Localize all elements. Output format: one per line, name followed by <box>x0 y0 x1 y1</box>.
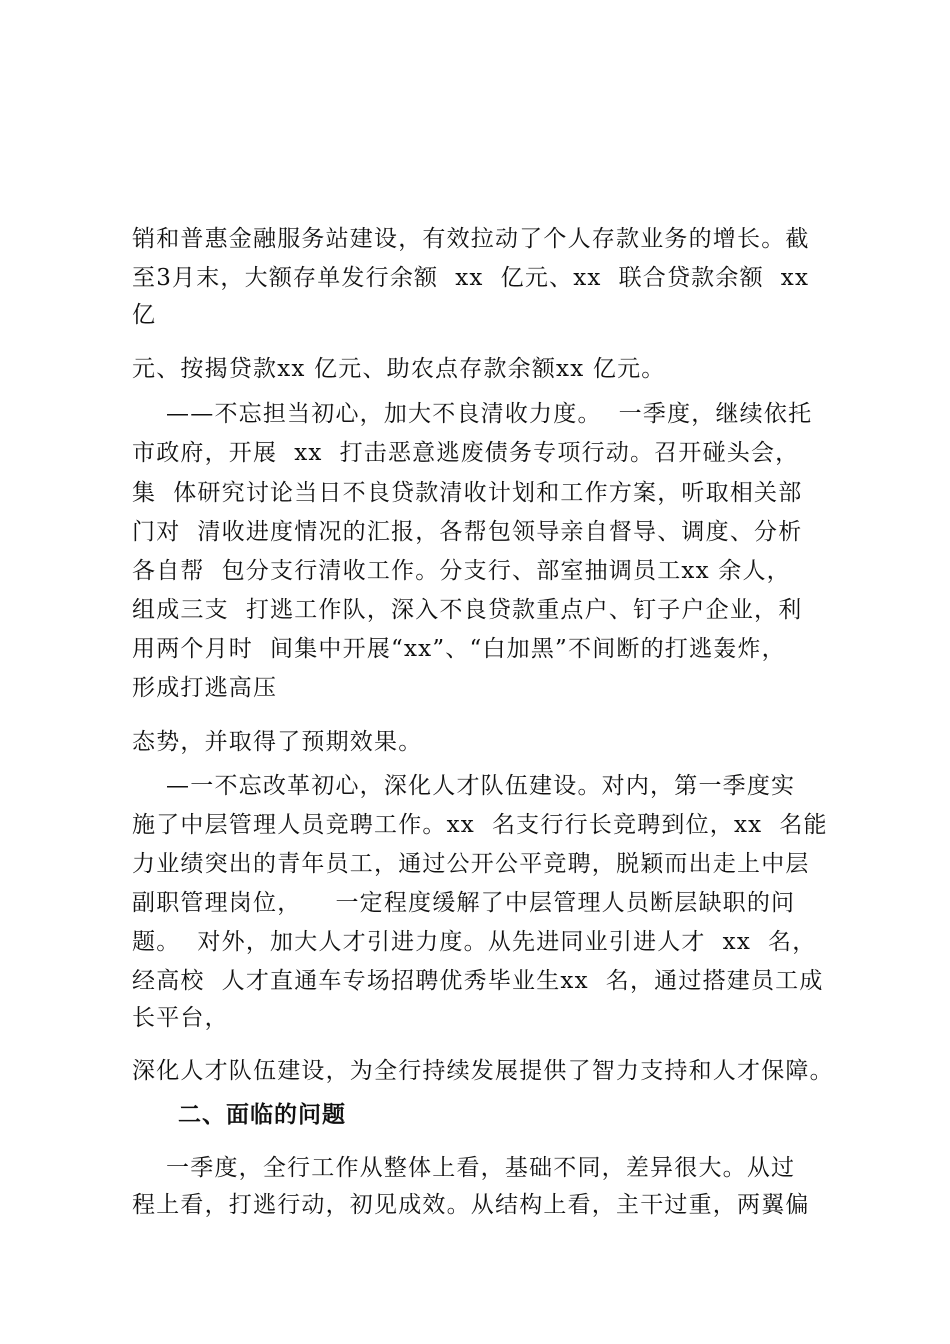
body-line: ——不忘担当初心，加大不良清收力度。 一季度，继续依托 <box>132 401 813 427</box>
body-line: 题。 对外，加大人才引进力度。从先进同业引进人才 xx 名， <box>132 929 817 955</box>
section-heading: 二、面临的问题 <box>178 1102 346 1128</box>
body-line: 至3月末，大额存单发行余额 xx 亿元、xx 联合贷款余额 xx <box>132 265 810 291</box>
body-line: 各自帮 包分支行清收工作。分支行、部室抽调员工xx 余人， <box>132 558 791 584</box>
body-line: 深化人才队伍建设，为全行持续发展提供了智力支持和人才保障。 <box>132 1058 834 1084</box>
body-line: 亿 <box>132 302 157 328</box>
body-line: 长平台， <box>132 1005 229 1031</box>
body-line: 元、按揭贷款xx 亿元、助农点存款余额xx 亿元。 <box>132 356 666 382</box>
body-line: 用两个月时 间集中开展“xx”、“白加黑”不间断的打逃轰炸， <box>132 636 786 662</box>
body-line: 组成三支 打逃工作队，深入不良贷款重点户、钉子户企业，利 <box>132 597 803 623</box>
body-line: 一季度，全行工作从整体上看，基础不同，差异很大。从过 <box>132 1155 796 1181</box>
body-line: 程上看，打逃行动，初见成效。从结构上看，主干过重，两翼偏 <box>132 1192 810 1218</box>
body-line: 集 体研究讨论当日不良贷款清收计划和工作方案，听取相关部 <box>132 480 803 506</box>
body-line: —一不忘改革初心，深化人才队伍建设。对内，第一季度实 <box>132 773 796 799</box>
body-line: 施了中层管理人员竞聘工作。xx 名支行行长竞聘到位，xx 名能 <box>132 812 828 838</box>
body-line: 经高校 人才直通车专场招聘优秀毕业生xx 名，通过搭建员工成 <box>132 968 824 994</box>
body-line: 销和普惠金融服务站建设，有效拉动了个人存款业务的增长。截 <box>132 226 810 252</box>
body-line: 副职管理岗位， 一定程度缓解了中层管理人员断层缺职的问 <box>132 890 796 916</box>
body-line: 门对 清收进度情况的汇报，各帮包领导亲自督导、调度、分析 <box>132 519 803 545</box>
body-line: 态势，并取得了预期效果。 <box>132 729 423 755</box>
body-line: 形成打逃高压 <box>132 675 278 701</box>
body-line: 力业绩突出的青年员工，通过公开公平竞聘，脱颖而出走上中层 <box>132 851 810 877</box>
body-line: 市政府，开展 xx 打击恶意逃废债务专项行动。召开碰头会， <box>132 440 800 466</box>
